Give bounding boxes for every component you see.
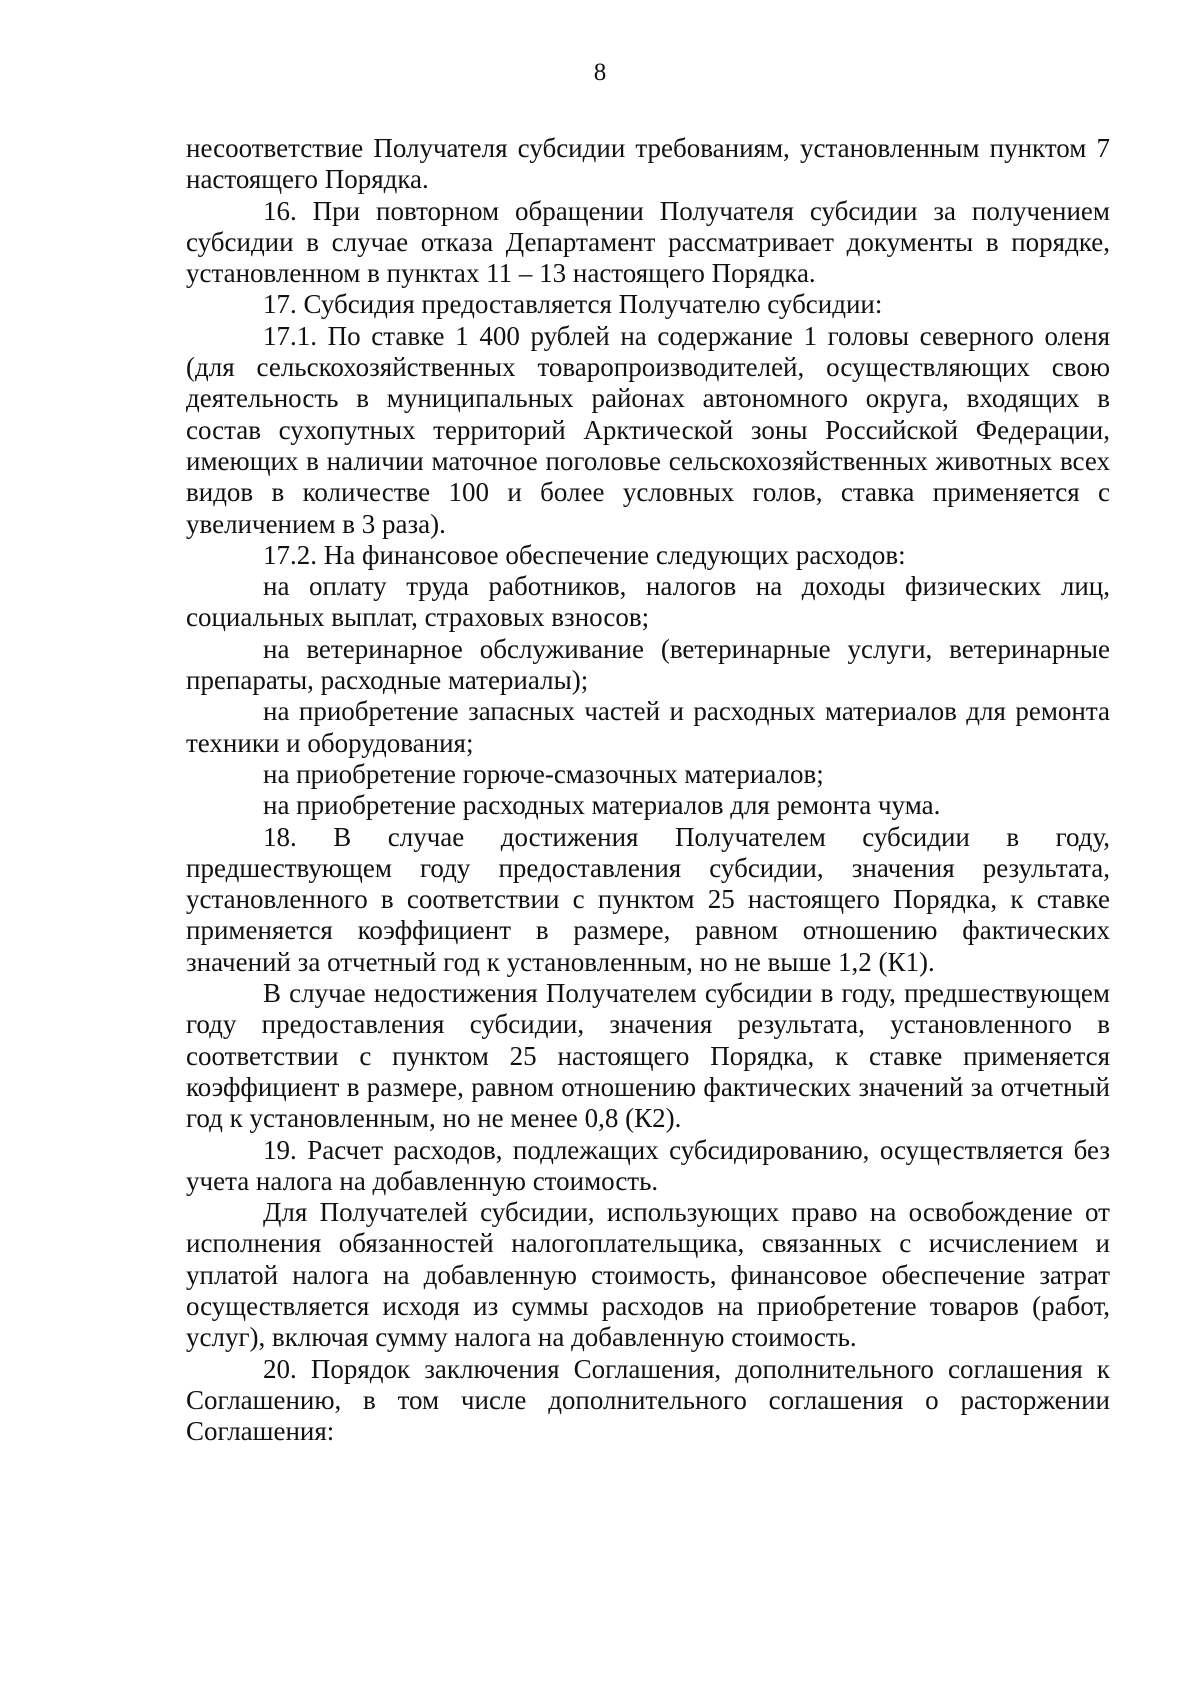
- paragraph-17-2: 17.2. На финансовое обеспечение следующих расходов:: [263, 539, 906, 570]
- expense-item-chum-repair: на приобретение расходных материалов для ремонта чума.: [263, 790, 941, 821]
- paragraph-18-nonachievement: В случае недостижения Получателем субсидии в году, предшествующем году предоставления субсидии, значения результата, установленного в соответствии с пунктом 25 настоящего Порядка, к ставке применяется коэффициент в размере, равном отношению фактических значений за отчетный год к установленным, но не менее 0,8 (К2).: [186, 978, 1110, 1134]
- expense-item-fuel: на приобретение горюче-смазочных материалов;: [263, 758, 824, 789]
- document-body: [186, 133, 1110, 1447]
- paragraph-continuation: несоответствие Получателя субсидии требованиям, установленным пунктом 7 настоящего Порядка.: [186, 133, 1110, 195]
- paragraph-19: 19. Расчет расходов, подлежащих субсидированию, осуществляется без учета налога на добавленную стоимость.: [186, 1134, 1110, 1196]
- paragraph-16: 16. При повторном обращении Получателя субсидии за получением субсидии в случае отказа Департамент рассматривает документы в порядке, установленном в пунктах 11 – 13 настоящего Порядка.: [186, 195, 1110, 289]
- expense-item-labor: на оплату труда работников, налогов на доходы физических лиц, социальных выплат, страховых взносов;: [186, 571, 1110, 633]
- expense-item-spare-parts: на приобретение запасных частей и расходных материалов для ремонта техники и оборудования;: [186, 696, 1110, 758]
- paragraph-19-vat-exempt: Для Получателей субсидии, использующих право на освобождение от исполнения обязанностей налогоплательщика, связанных с исчислением и уплатой налога на добавленную стоимость, финансовое обеспечение затрат осуществляется исходя из суммы расходов на приобретение товаров (работ, услуг), включая сумму налога на добавленную стоимость.: [186, 1197, 1110, 1353]
- expense-item-veterinary: на ветеринарное обслуживание (ветеринарные услуги, ветеринарные препараты, расходные материалы);: [186, 633, 1110, 696]
- page-number: 8: [593, 59, 607, 86]
- paragraph-18: 18. В случае достижения Получателем субсидии в году, предшествующем году предоставления субсидии, значения результата, установленного в соответствии с пунктом 25 настоящего Порядка, к ставке применяется коэффициент в размере, равном отношению фактических значений за отчетный год к установленным, но не выше 1,2 (К1).: [186, 821, 1110, 977]
- paragraph-20: 20. Порядок заключения Соглашения, дополнительного соглашения к Соглашению, в том числе дополнительного соглашения о расторжении Соглашения:: [186, 1353, 1110, 1447]
- paragraph-17: 17. Субсидия предоставляется Получателю субсидии:: [263, 289, 883, 320]
- paragraph-17-1: 17.1. По ставке 1 400 рублей на содержание 1 головы северного оленя (для сельскохозяйственных товаропроизводителей, осуществляющих свою деятельность в муниципальных районах автономного округа, входящих в состав сухопутных территорий Арктической зоны Российской Федерации, имеющих в наличии маточное поголовье сельскохозяйственных животных всех видов в количестве 100 и более условных голов, ставка применяется с увеличением в 3 раза).: [186, 320, 1110, 539]
